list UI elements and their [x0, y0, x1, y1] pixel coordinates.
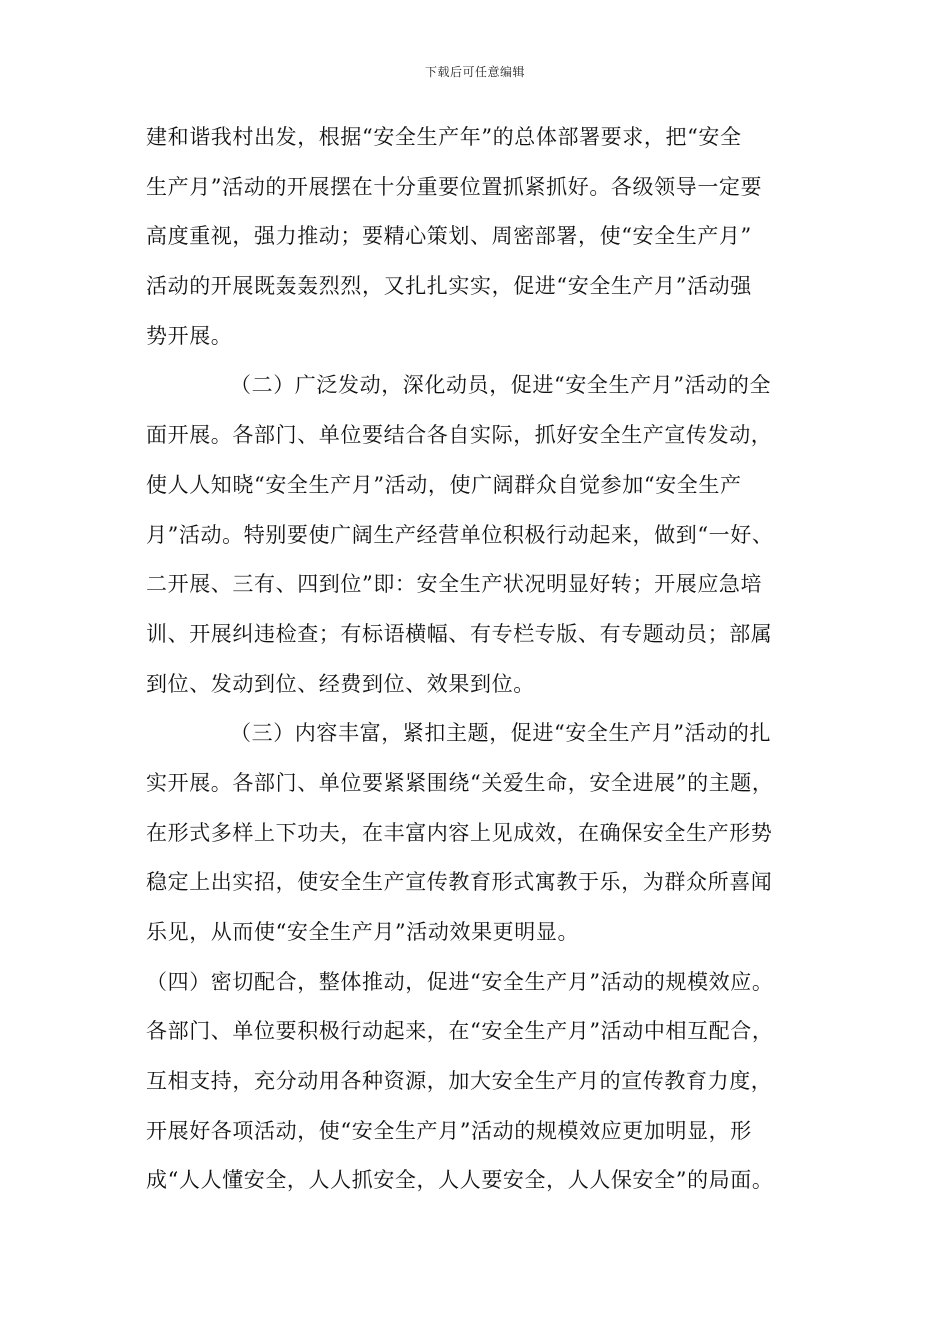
- text-line: 到位、发动到位、经费到位、效果到位。: [146, 671, 535, 696]
- text-line: 使人人知晓“安全生产月”活动，使广阔群众自觉参加“安全生产: [146, 472, 742, 497]
- document-body: [146, 113, 810, 1206]
- text-line: 在形式多样上下功夫，在丰富内容上见成效，在确保安全生产形势: [146, 820, 773, 845]
- text-line: 开展好各项活动，使“安全生产月”活动的规模效应更加明显，形: [146, 1118, 752, 1143]
- text-line: 建和谐我村出发，根据“安全生产年”的总体部署要求，把“安全: [146, 125, 742, 149]
- text-line: 乐见，从而使“安全生产月”活动效果更明显。: [146, 920, 580, 944]
- page-header-note: 下载后可任意编辑: [424, 65, 525, 79]
- section-3-heading-line: （三）内容丰富，紧扣主题，促进“安全生产月”活动的扎: [230, 721, 772, 746]
- text-line: 二开展、三有、四到位”即：安全生产状况明显好转；开展应急培: [146, 572, 763, 597]
- text-line: 各部门、单位要积极行动起来，在“安全生产月”活动中相互配合，: [146, 1019, 774, 1044]
- text-line: 互相支持，充分动用各种资源，加大安全生产月的宣传教育力度，: [146, 1069, 773, 1094]
- text-line: 实开展。各部门、单位要紧紧围绕“关爱生命，安全进展”的主题，: [146, 770, 774, 795]
- text-line: 面开展。各部门、单位要结合各自实际，抓好安全生产宣传发动，: [146, 423, 773, 448]
- section-2-heading-line: （二）广泛发动，深化动员，促进“安全生产月”活动的全: [230, 373, 772, 398]
- text-line: 生产月”活动的开展摆在十分重要位置抓紧抓好。各级领导一定要: [146, 174, 763, 199]
- text-line: 势开展。: [146, 323, 233, 348]
- text-line: 稳定上出实招，使安全生产宣传教育形式寓教于乐，为群众所喜闻: [146, 870, 773, 895]
- text-line: 活动的开展既轰轰烈烈，又扎扎实实，促进“安全生产月”活动强: [146, 274, 752, 299]
- text-line: 高度重视，强力推动；要精心策划、周密部署，使“安全生产月”: [146, 224, 752, 249]
- text-line: 月”活动。特别要使广阔生产经营单位积极行动起来，做到“一好、: [146, 522, 774, 547]
- section-4-heading-line: （四）密切配合，整体推动，促进“安全生产月”活动的规模效应。: [146, 969, 774, 994]
- text-line: 训、开展纠违检查；有标语横幅、有专栏专版、有专题动员；部属: [146, 621, 773, 646]
- text-line: 成“人人懂安全，人人抓安全，人人要安全，人人保安全”的局面。: [146, 1168, 774, 1193]
